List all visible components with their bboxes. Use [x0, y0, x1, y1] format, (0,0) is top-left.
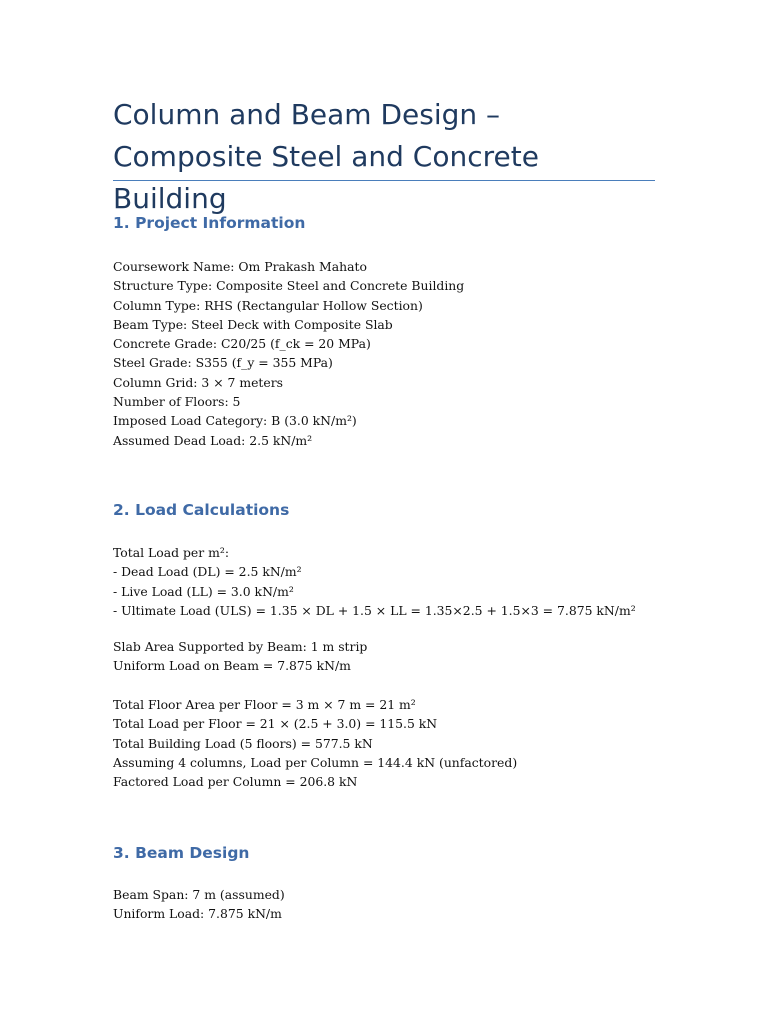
text-line: Uniform Load on Beam = 7.875 kN/m [113, 658, 351, 674]
text-line: Total Building Load (5 floors) = 577.5 kN [113, 735, 373, 751]
text-line: Beam Type: Steel Deck with Composite Slab [113, 316, 393, 332]
text-line: - Live Load (LL) = 3.0 kN/m² [113, 583, 294, 599]
beam-strip-list [113, 637, 673, 676]
text-line: Column Grid: 3 × 7 meters [113, 374, 284, 390]
text-line: Column Type: RHS (Rectangular Hollow Section) [113, 297, 423, 313]
text-line: Coursework Name: Om Prakash Mahato [113, 259, 367, 274]
text-line: Concrete Grade: C20/25 (f_ck = 20 MPa) [113, 336, 371, 352]
text-line: Steel Grade: S355 (f_y = 355 MPa) [113, 355, 333, 371]
text-line: Beam Span: 7 m (assumed) [113, 887, 285, 902]
text-line: Total Floor Area per Floor = 3 m × 7 m = 21 m² [113, 697, 416, 712]
section-heading-beam-design: 3. Beam Design [113, 844, 250, 862]
text-line: Total Load per m²: [113, 545, 229, 560]
text-line: Total Load per Floor = 21 × (2.5 + 3.0) = 115.5 kN [113, 716, 438, 732]
text-line: Assumed Dead Load: 2.5 kN/m² [113, 432, 313, 448]
text-line: Assuming 4 columns, Load per Column = 144.4 kN (unfactored) [113, 754, 518, 770]
text-line: Slab Area Supported by Beam: 1 m strip [113, 639, 368, 654]
text-line: - Ultimate Load (ULS) = 1.35 × DL + 1.5 × LL = 1.35×2.5 + 1.5×3 = 7.875 kN/m² [113, 602, 636, 618]
load-per-m2-list [113, 543, 673, 620]
section-heading-load-calculations: 2. Load Calculations [113, 501, 290, 519]
text-line: Number of Floors: 5 [113, 394, 241, 410]
beam-design-list [113, 885, 673, 924]
section-heading-project-information: 1. Project Information [113, 214, 306, 232]
text-line: - Dead Load (DL) = 2.5 kN/m² [113, 564, 302, 580]
text-line: Imposed Load Category: B (3.0 kN/m²) [113, 413, 357, 429]
page-title: Column and Beam Design – Composite Steel and Concrete Building [113, 98, 539, 215]
text-line: Structure Type: Composite Steel and Concrete Building [113, 278, 465, 294]
text-line: Uniform Load: 7.875 kN/m [113, 906, 282, 922]
project-information-list [113, 257, 673, 450]
text-line: Factored Load per Column = 206.8 kN [113, 774, 358, 790]
floor-load-list [113, 695, 673, 791]
title-divider [113, 180, 655, 181]
